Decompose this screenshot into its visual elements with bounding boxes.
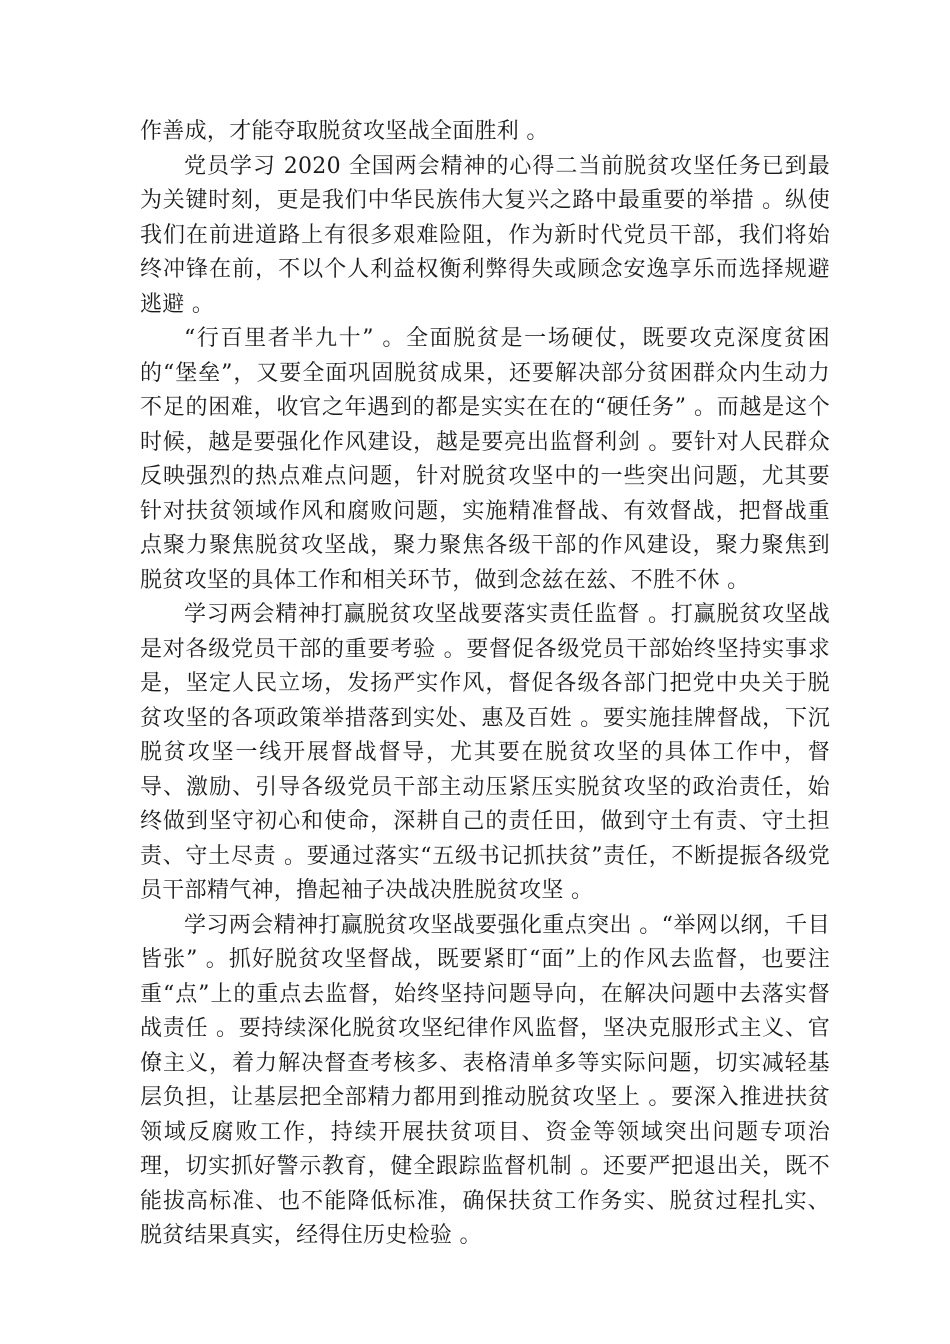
paragraph-3: “行百里者半九十” 。全面脱贫是一场硬仗，既要攻克深度贫困的“堡垒”，又要全面巩固脱贫成果，还要解决部分贫困群众内生动力不足的困难，收官之年遇到的都是实实在在的“硬任务” 。而越是这个时候，越是要强化作风建设，越是要亮出监督利剑 。要针对人民群众反映强烈的热点难点问题，针对脱贫攻坚中的一些突出问题，尤其要针对扶贫领域作风和腐败问题，实施精准督战、有效督战，把督战重点聚力聚焦脱贫攻坚战，聚力聚焦各级干部的作风建设，聚力聚焦到脱贫攻坚的具体工作和相关环节，做到念兹在兹、不胜不休 。 bbox=[140, 326, 830, 593]
paragraph-2: 党员学习 2020 全国两会精神的心得二当前脱贫攻坚任务已到最为关键时刻，更是我们中华民族伟大复兴之路中最重要的举措 。纵使我们在前进道路上有很多艰难险阻，作为新时代党员干部，我们将始终冲锋在前，不以个人利益权衡利弊得失或顾念安逸享乐而选择规避逃避 。 bbox=[140, 153, 830, 317]
paragraph-4: 学习两会精神打赢脱贫攻坚战要落实责任监督 。打赢脱贫攻坚战是对各级党员干部的重要考验 。要督促各级党员干部始终坚持实事求是，坚定人民立场，发扬严实作风，督促各级各部门把党中央关于脱贫攻坚的各项政策举措落到实处、惠及百姓 。要实施挂牌督战，下沉脱贫攻坚一线开展督战督导，尤其要在脱贫攻坚的具体工作中，督导、激励、引导各级党员干部主动压紧压实脱贫攻坚的政治责任，始终做到坚守初心和使命，深耕自己的责任田，做到守土有责、守土担责、守土尽责 。要通过落实“五级书记抓扶贫”责任，不断提振各级党员干部精气神，撸起袖子决战决胜脱贫攻坚 。 bbox=[140, 602, 830, 903]
paragraph-1: 作善成，才能夺取脱贫攻坚战全面胜利 。 bbox=[140, 119, 549, 144]
document-body bbox=[140, 115, 830, 1254]
paragraph-5: 学习两会精神打赢脱贫攻坚战要强化重点突出 。“举网以纲，千目皆张” 。抓好脱贫攻坚督战，既要紧盯“面”上的作风去监督，也要注重“点”上的重点去监督，始终坚持问题导向，在解决问题中去落实督战责任 。要持续深化脱贫攻坚纪律作风监督，坚决克服形式主义、官僚主义，着力解决督查考核多、表格清单多等实际问题，切实减轻基层负担，让基层把全部精力都用到推动脱贫攻坚上 。要深入推进扶贫领域反腐败工作，持续开展扶贫项目、资金等领域突出问题专项治理，切实抓好警示教育，健全跟踪监督机制 。还要严把退出关，既不能拔高标准、也不能降低标准，确保扶贫工作务实、脱贫过程扎实、脱贫结果真实，经得住历史检验 。 bbox=[140, 912, 830, 1248]
